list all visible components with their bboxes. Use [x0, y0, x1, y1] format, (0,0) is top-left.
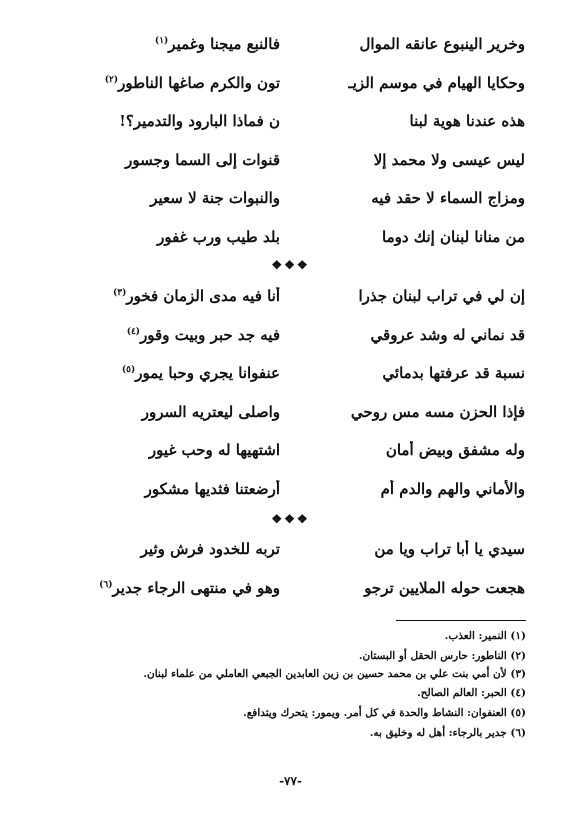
- verse-first-hemistich: والأماني والهم والدم أم: [380, 479, 525, 498]
- verse: [55, 277, 525, 316]
- verse-first-hemistich: ومزاج السماء لا حقد فيه: [371, 189, 525, 208]
- footnote: (١) النمير: العذب.: [444, 630, 526, 642]
- stanza-divider: ❖❖❖: [271, 512, 310, 526]
- hemistich-text: فيه جد حبر وبيت وقور: [140, 325, 280, 344]
- verse-first-hemistich: نسبة قد عرفتها بدمائي: [382, 364, 525, 383]
- verse-first-hemistich: هجعت حوله الملايين ترجو: [364, 578, 525, 597]
- page-number: -٧٧-: [279, 774, 302, 788]
- hemistich-text: عنفوانا يجري وحبا يمور: [135, 364, 280, 383]
- footnote-ref: (٦): [99, 579, 113, 590]
- verse: [55, 393, 525, 432]
- hemistich-text: تون والكرم صاغها الناطور: [118, 73, 280, 92]
- hemistich-text: ن فماذا البارود والتدمير؟!: [119, 112, 280, 131]
- stanza-divider: ❖❖❖: [271, 258, 310, 272]
- footnote: (٣) لأن أمي بنت علي بن محمد حسين بن زين العابدين الجبعي العاملي من علماء لبنان.: [143, 668, 526, 680]
- verse-first-hemistich: من منانا لبنان إنك دوما: [382, 227, 525, 246]
- verse: [55, 431, 525, 470]
- footnote-ref: (٤): [126, 326, 141, 337]
- verse-second-hemistich: [55, 579, 280, 597]
- verse: [55, 354, 525, 393]
- verse: [55, 530, 525, 569]
- footnote: (٥) العنفوان: النشاط والحدة في كل أمر. ويمور: يتحرك ويتدافع.: [243, 707, 526, 719]
- footnote: (٤) الحبر: العالم الصالح.: [417, 687, 526, 699]
- footnote-rule: [396, 620, 526, 621]
- verse-second-hemistich: [55, 151, 280, 169]
- footnote-ref: (٥): [121, 365, 136, 376]
- verse-second-hemistich: [55, 228, 280, 246]
- verse-second-hemistich: [55, 189, 280, 207]
- verse: [55, 25, 525, 64]
- verse-first-hemistich: هذه عندنا هوية لبنا: [409, 112, 525, 131]
- footnotes: [56, 626, 526, 743]
- verse-second-hemistich: [55, 403, 280, 421]
- verse-second-hemistich: [55, 364, 280, 382]
- stanza-3: [55, 530, 525, 607]
- footnote-ref: (١): [154, 36, 169, 47]
- verse-first-hemistich: إن لي في تراب لبنان جذرا: [358, 287, 525, 306]
- verse: [55, 470, 525, 509]
- verse-first-hemistich: ليس عيسى ولا محمد إلا: [373, 150, 525, 169]
- verse-first-hemistich: قد نماني له وشد عروقي: [370, 325, 525, 344]
- verse-second-hemistich: [55, 287, 280, 305]
- hemistich-text: والنبوات جنة لا سعير: [150, 189, 280, 208]
- hemistich-text: وهو في منتهى الرجاء جدير: [112, 578, 280, 597]
- verse-first-hemistich: وله مشفق وبيض أمان: [385, 441, 525, 460]
- verse-second-hemistich: [55, 540, 280, 558]
- verse-second-hemistich: [55, 480, 280, 498]
- verse-second-hemistich: [55, 35, 280, 53]
- hemistich-text: فالنبع ميجنا وغمير: [168, 35, 280, 54]
- verse: [55, 141, 525, 180]
- footnote-ref: (٣): [112, 288, 127, 299]
- hemistich-text: بلد طيب ورب غفور: [157, 227, 280, 246]
- hemistich-text: أنا فيه مدى الزمان فخور: [126, 287, 280, 306]
- hemistich-text: اشتهيها له وحب غيور: [148, 441, 280, 460]
- verse: [55, 569, 525, 608]
- hemistich-text: أرضعتنا فثديها مشكور: [144, 479, 280, 498]
- footnote: (٢) الناطور: حارس الحقل أو البستان.: [358, 650, 526, 662]
- hemistich-text: تربه للخدود فرش وثير: [140, 540, 280, 559]
- verse-second-hemistich: [55, 326, 280, 344]
- verse-first-hemistich: فإذا الحزن مسه مس روحي: [350, 402, 525, 421]
- verse: [55, 64, 525, 103]
- verse-first-hemistich: وحكايا الهيام في موسم الزيـ: [348, 73, 525, 92]
- hemistich-text: واصلى ليعتريه السرور: [141, 402, 280, 421]
- verse-first-hemistich: وخرير الينبوع عانقه الموال: [359, 35, 525, 54]
- stanza-1: [55, 25, 525, 256]
- footnote-ref: (٢): [104, 74, 119, 85]
- verse: [55, 179, 525, 218]
- verse-second-hemistich: [55, 441, 280, 459]
- verse: [55, 218, 525, 257]
- hemistich-text: قنوات إلى السما وجسور: [125, 150, 280, 169]
- verse: [55, 102, 525, 141]
- footnote: (٦) جدير بالرجاء: أهل له وخليق به.: [369, 727, 526, 739]
- verse-second-hemistich: [55, 74, 280, 92]
- verse-first-hemistich: سيدي يا أبا تراب ويا من: [374, 540, 525, 559]
- verse-second-hemistich: [55, 112, 280, 130]
- verse: [55, 316, 525, 355]
- stanza-2: [55, 277, 525, 508]
